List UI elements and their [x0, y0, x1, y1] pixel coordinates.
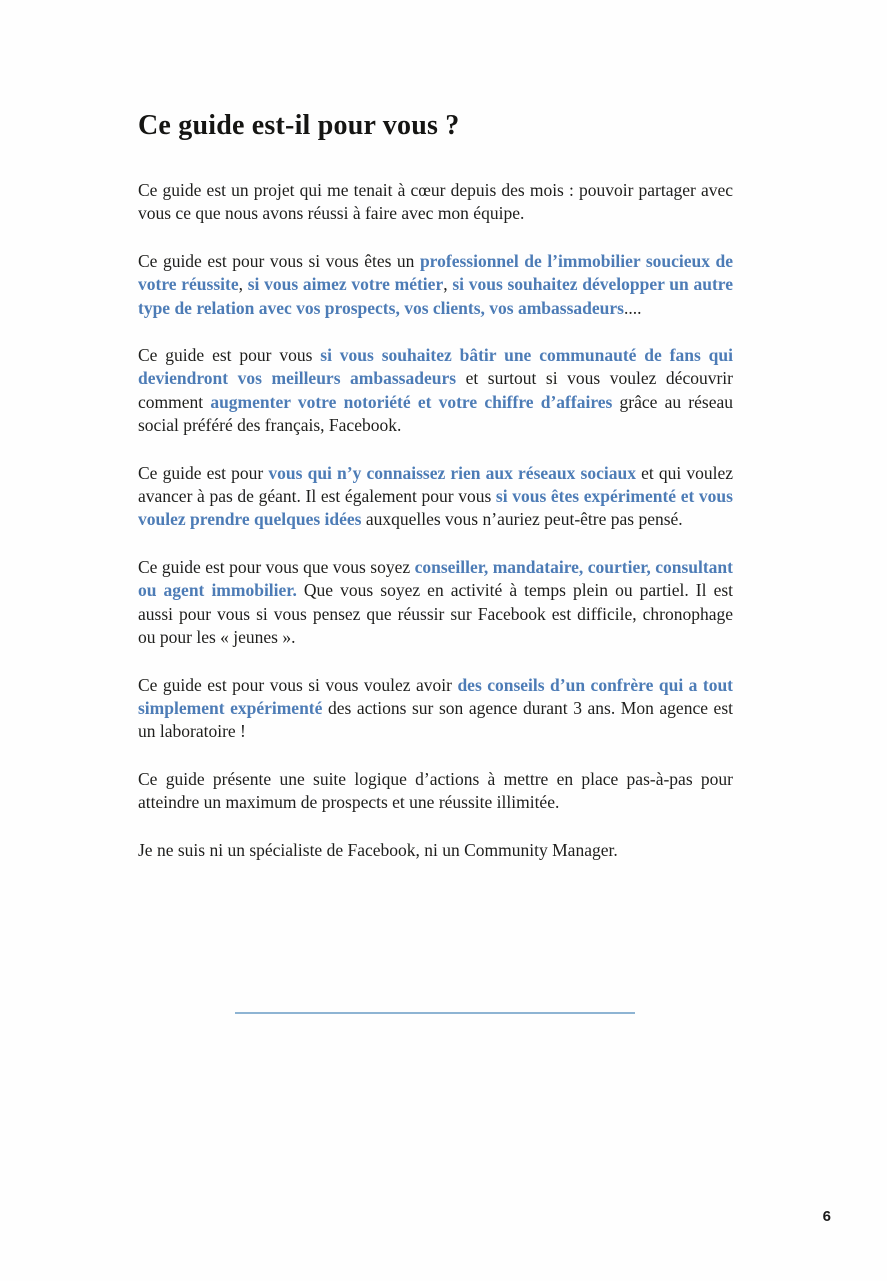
page-title: Ce guide est-il pour vous ?	[138, 110, 460, 141]
paragraph	[138, 462, 733, 532]
paragraph	[138, 250, 733, 320]
text-run-accent: des conseils d’un confrère qui a tout simplement expérimenté	[138, 674, 734, 718]
page-number: 6	[822, 1208, 831, 1225]
text-run-accent: vous qui n’y connaissez rien aux réseaux sociaux	[268, 462, 636, 483]
text-run-normal: Ce guide est un projet qui me tenait à cœur depuis des mois : pouvoir partager avec vous ce que nous avons réussi à faire avec mon équipe.	[138, 180, 733, 224]
text-run-normal: et surtout si vous voulez découvrir comment	[138, 368, 733, 412]
paragraph	[138, 674, 733, 744]
text-run-normal: Ce guide est pour	[138, 462, 269, 483]
paragraph	[138, 839, 733, 862]
text-run-normal: grâce au réseau social préféré des français, Facebook.	[138, 391, 733, 436]
text-run-normal: Ce guide est pour vous si vous êtes un	[138, 250, 420, 271]
paragraph-list	[138, 179, 733, 862]
paragraph	[138, 179, 733, 226]
paragraph	[138, 344, 733, 438]
text-run-normal: ....	[623, 297, 642, 318]
text-run-accent: si vous souhaitez développer un autre type de relation avec vos prospects, vos clients, vos ambassadeurs	[138, 274, 733, 318]
divider-line	[235, 1012, 635, 1014]
text-run-normal: Que vous soyez en activité à temps plein ou partiel. Il est aussi pour vous si vous pensez que réussir sur Facebook est difficile, chronophage ou pour les « jeunes ».	[138, 580, 734, 648]
text-run-normal: des actions sur son agence durant 3 ans. Mon agence est un laboratoire !	[138, 697, 733, 742]
text-run-accent: si vous êtes expérimenté et vous voulez prendre quelques idées	[138, 486, 733, 530]
text-run-accent: professionnel de l’immobilier soucieux de votre réussite	[138, 250, 733, 295]
text-run-normal: Je ne suis ni un spécialiste de Facebook, ni un Community Manager.	[138, 839, 618, 860]
text-run-normal: auxquelles vous n’auriez peut-être pas pensé.	[361, 509, 683, 530]
text-run-accent: augmenter votre notoriété et votre chiffre d’affaires	[210, 391, 613, 412]
text-run-accent: si vous souhaitez bâtir une communauté de fans qui deviendront vos meilleurs ambassadeurs	[138, 345, 733, 389]
text-run-accent: si vous aimez votre métier	[247, 274, 444, 295]
text-run-normal: Ce guide est pour vous que vous soyez	[138, 556, 415, 577]
text-run-normal: et qui voulez avancer à pas de géant. Il est également pour vous	[138, 462, 734, 507]
content-column	[138, 0, 733, 886]
text-run-normal: Ce guide est pour vous	[138, 345, 321, 366]
paragraph	[138, 556, 733, 650]
text-run-normal: Ce guide est pour vous si vous voulez avoir	[138, 674, 458, 695]
paragraph	[138, 768, 733, 815]
text-run-normal: ,	[238, 274, 248, 295]
text-run-normal: Ce guide présente une suite logique d’actions à mettre en place pas-à-pas pour atteindre un maximum de prospects et une réussite illimitée.	[138, 768, 733, 813]
text-run-normal: ,	[443, 274, 453, 295]
text-run-accent: conseiller, mandataire, courtier, consultant ou agent immobilier.	[138, 556, 733, 601]
